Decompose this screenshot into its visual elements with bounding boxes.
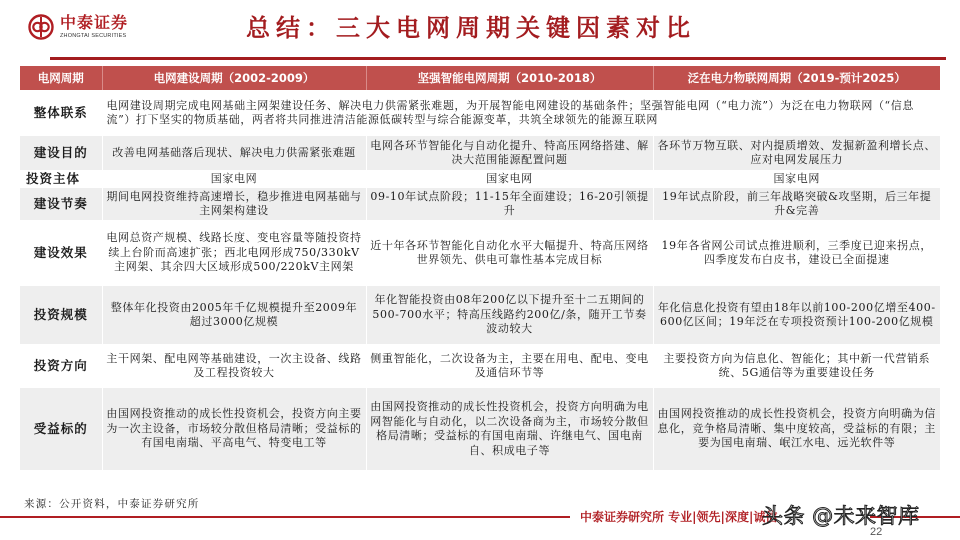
table-cell: 电网总资产规模、线路长度、变电容量等随投资持续上台阶而高速扩张；西北电网形成750/330kV主网架、其余四大区域形成500/220kV主网架 (102, 220, 366, 286)
table-row (20, 344, 940, 388)
logo-chinese-name: 中泰证券 (60, 13, 129, 32)
table-cell: 侧重智能化，二次设备为主，主要在用电、配电、变电及通信环节等 (366, 344, 653, 388)
table-cell: 年化信息化投资有望由18年以前100-200亿增至400-600亿区间；19年泛在专项投资预计100-200亿规模 (653, 286, 940, 344)
title-divider (50, 57, 946, 60)
column-header-smart-grid: 坚强智能电网周期（2010-2018） (366, 66, 653, 90)
table-cell: 近十年各环节智能化自动化水平大幅提升、特高压网络世界领先、供电可靠性基本完成目标 (366, 220, 653, 286)
column-header-iot-grid: 泛在电力物联网周期（2019-预计2025） (653, 66, 940, 90)
table-row (20, 388, 940, 470)
table-cell-merged: 电网建设周期完成电网基础主网架建设任务、解决电力供需紧张难题，为开展智能电网建设的基础条件；坚强智能电网（“电力流”）为泛在电力物联网（“信息流”）打下坚实的物质基础，两者将共同推进清洁能源低碳转型与综合能源变革，共筑全球领先的能源互联网 (102, 90, 940, 136)
table-row (20, 136, 940, 170)
table-cell: 由国网投资推动的成长性投资机会，投资方向明确为电网智能化与自动化，以二次设备商为主，市场较分散但格局清晰；受益标的有国电南瑞、许继电气、国电南自、积成电子等 (366, 388, 653, 470)
table-cell: 改善电网基础落后现状、解决电力供需紧张难题 (102, 136, 366, 170)
table-row (20, 286, 940, 344)
table-cell: 国家电网 (366, 170, 653, 188)
footer-divider-left (0, 516, 570, 518)
source-note: 来源：公开资料，中泰证券研究所 (24, 498, 200, 510)
table-cell: 期间电网投资维持高速增长，稳步推进电网基础与主网架构建设 (102, 188, 366, 220)
table-cell: 各环节万物互联、对内提质增效、发掘新盈利增长点、应对电网发展压力 (653, 136, 940, 170)
row-label: 建设目的 (20, 136, 102, 170)
logo-english-name: ZHONGTAI SECURITIES (60, 33, 127, 39)
logo-mark-icon (28, 14, 54, 40)
column-header-cycle: 电网周期 (20, 66, 102, 90)
table-header-row (20, 66, 940, 90)
table-row (20, 90, 940, 136)
table-cell: 由国网投资推动的成长性投资机会，投资方向主要为一次主设备，市场较分散但格局清晰；受益标的有国电南瑞、平高电气、特变电工等 (102, 388, 366, 470)
table-row (20, 220, 940, 286)
table-cell: 整体年化投资由2005年千亿规模提升至2009年超过3000亿规模 (102, 286, 366, 344)
table-row (20, 170, 940, 188)
table-cell: 年化智能投资由08年200亿以下提升至十二五期间的500-700水平；特高压线路约200亿/条，随开工节奏波动较大 (366, 286, 653, 344)
comparison-table (20, 66, 940, 470)
row-label: 投资方向 (20, 344, 102, 388)
table-cell: 主干网架、配电网等基础建设，一次主设备、线路及工程投资较大 (102, 344, 366, 388)
row-label: 建设效果 (20, 220, 102, 286)
row-label: 投资主体 (20, 170, 102, 188)
table-cell: 19年各省网公司试点推进顺利，三季度已迎来拐点，四季度发布白皮书，建设已全面提速 (653, 220, 940, 286)
table-cell: 19年试点阶段，前三年战略突破&攻坚期，后三年提升&完善 (653, 188, 940, 220)
row-label: 投资规模 (20, 286, 102, 344)
footer-brand-slogan: 中泰证券研究所 专业|领先|深度|诚信 (580, 510, 778, 524)
slide-header (0, 0, 960, 60)
table-cell: 主要投资方向为信息化、智能化；其中新一代营销系统、5G通信等为重要建设任务 (653, 344, 940, 388)
table-cell: 电网各环节智能化与自动化提升、特高压网络搭建、解决大范围能源配置问题 (366, 136, 653, 170)
table-row (20, 188, 940, 220)
watermark: 头条 @未来智库 (762, 504, 920, 528)
table-cell: 由国网投资推动的成长性投资机会，投资方向明确为信息化，竞争格局清晰、集中度较高，受益标的有限；主要为国电南瑞、岷江水电、远光软件等 (653, 388, 940, 470)
table-cell: 09-10年试点阶段；11-15年全面建设；16-20引领提升 (366, 188, 653, 220)
table-cell: 国家电网 (653, 170, 940, 188)
column-header-grid-construction: 电网建设周期（2002-2009） (102, 66, 366, 90)
row-label: 建设节奏 (20, 188, 102, 220)
row-label: 受益标的 (20, 388, 102, 470)
row-label: 整体联系 (20, 90, 102, 136)
page-title: 总结：三大电网周期关键因素对比 (246, 13, 696, 42)
company-logo (28, 14, 128, 40)
page-number: 22 (870, 526, 883, 538)
table-cell: 国家电网 (102, 170, 366, 188)
